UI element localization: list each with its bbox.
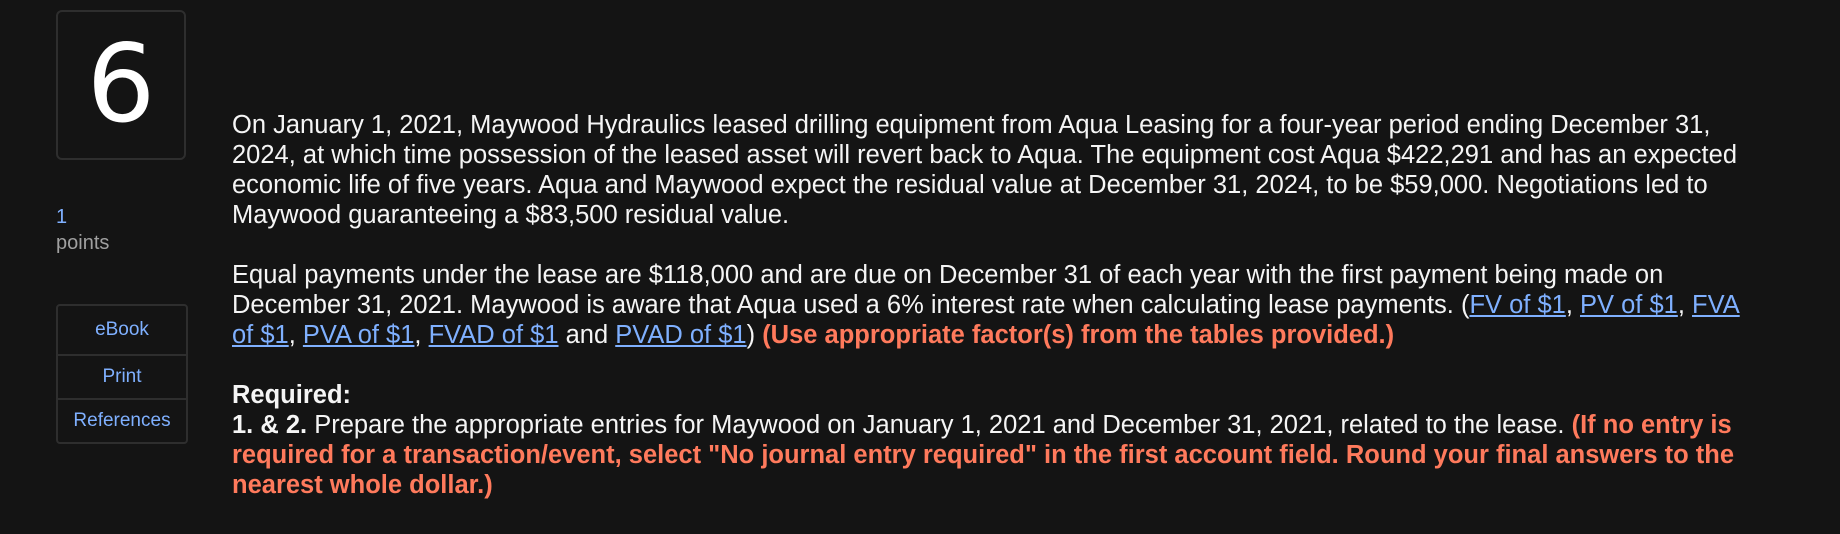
payment-paragraph [232,260,1752,350]
payment-text: Equal payments under the lease are $118,000 and are due on December 31 of each year with the first payment being made on December 31, 2021. Maywood is aware that Aqua used a 6% interest rate when calculating lease payments. ( [232,261,1664,319]
separator-and: and [558,321,616,349]
pv-of-1-link[interactable]: PV of $1 [1580,291,1678,319]
question-number: 6 [86,22,156,147]
fva-of-1-link[interactable]: FVA of $1 [232,291,1740,349]
question-number-box [56,10,186,160]
points-label: points [56,232,110,254]
separator: , [1565,291,1581,319]
fv-of-1-link[interactable]: FV of $1 [1469,291,1566,319]
separator: , [1677,291,1693,319]
separator: , [288,321,303,349]
question-content [232,110,1752,500]
references-button[interactable]: References [73,410,171,431]
points-value: 1 [56,206,68,228]
question-tools [56,304,188,444]
close-paren: ) [746,321,756,349]
points-info [56,204,186,256]
required-item [232,410,1752,500]
required-number: 1. & 2. [232,411,308,439]
pvad-of-1-link[interactable]: PVAD of $1 [615,321,747,349]
scenario-paragraph: On January 1, 2021, Maywood Hydraulics leased drilling equipment from Aqua Leasing for a four-year period ending December 31, 2024, at which time possession of the leased asset will revert back to Aqua. The equipment cost Aqua $422,291 and has an expected economic life of five years. Aqua and Maywood expect the residual value at December 31, 2024, to be $59,000. Negotiations led to Maywood guaranteeing a $83,500 residual value. [232,111,1737,229]
required-label: Required: [232,381,352,409]
required-instruction: (If no entry is required for a transaction/event, select "No journal entry required" in the first account field. Round your final answers to the nearest whole dollar.) [232,411,1735,499]
ebook-button[interactable]: eBook [58,306,186,356]
required-section [232,380,1752,500]
required-text: Prepare the appropriate entries for Maywood on January 1, 2021 and December 31, 2021, related to the lease. [307,411,1572,439]
print-button[interactable]: Print [58,356,186,400]
pva-of-1-link[interactable]: PVA of $1 [302,321,415,349]
factor-instruction: (Use appropriate factor(s) from the tables provided.) [762,321,1395,349]
separator: , [414,321,429,349]
fvad-of-1-link[interactable]: FVAD of $1 [428,321,559,349]
